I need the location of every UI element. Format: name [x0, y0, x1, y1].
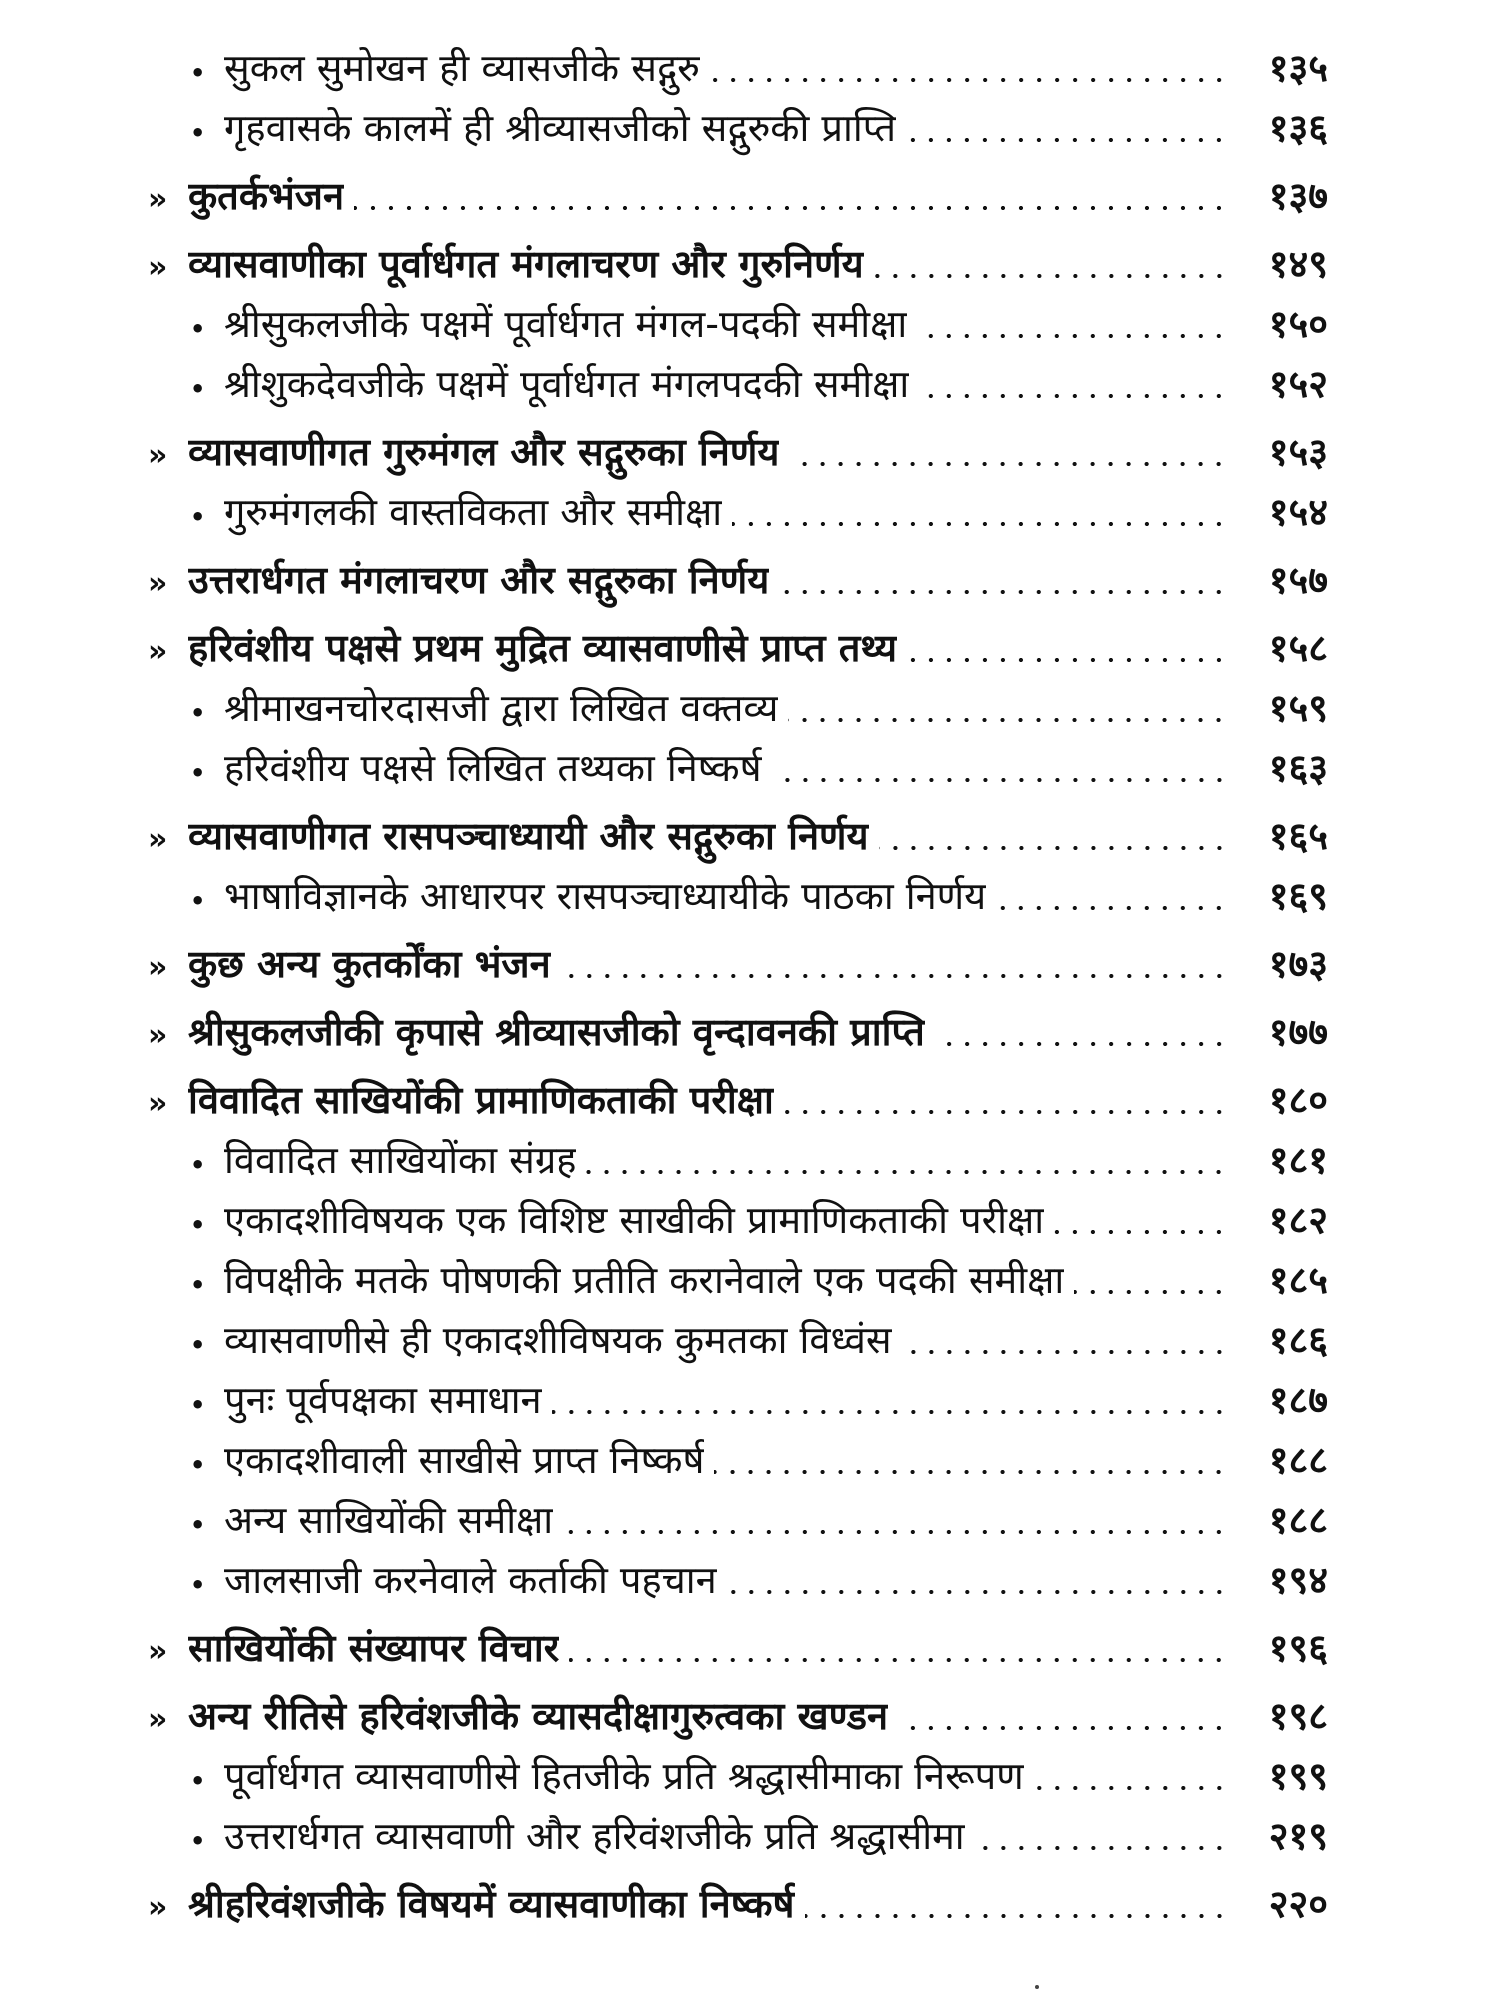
bullet-icon: •: [190, 1451, 206, 1479]
dot-leader: [1074, 1290, 1228, 1294]
toc-page-number: १५७: [1268, 558, 1328, 602]
section-marker-icon: »: [148, 1702, 168, 1737]
page-speck: [1035, 1985, 1039, 1989]
toc-page-number: १५४: [1268, 490, 1328, 534]
section-marker-icon: »: [148, 438, 168, 473]
dot-leader: [907, 658, 1228, 662]
bullet-icon: •: [190, 1151, 206, 1179]
section-marker-icon: »: [148, 950, 168, 985]
toc-page-number: १९८: [1268, 1694, 1328, 1738]
toc-entry-title: एकादशीविषयक एक विशिष्ट साखीकी प्रामाणिकताकी परीक्षा: [224, 1198, 1045, 1242]
toc-page-number: १६३: [1268, 746, 1328, 790]
toc-subsection-entry: [148, 482, 1328, 542]
dot-leader: [874, 274, 1228, 278]
dot-leader: [975, 1846, 1228, 1850]
toc-entry-title: व्यासवाणीसे ही एकादशीविषयक कुमतका विध्वंस: [224, 1318, 892, 1362]
toc-entry-title: कुछ अन्य कुतर्कोंका भंजन: [188, 942, 551, 986]
dot-leader: [561, 974, 1228, 978]
dot-leader: [727, 1590, 1228, 1594]
toc-entry-title: विवादित साखियोंका संग्रह: [224, 1138, 577, 1182]
dot-leader: [569, 1658, 1228, 1662]
toc-section-entry: [148, 934, 1328, 994]
toc-entry-title: हरिवंशीय पक्षसे प्रथम मुद्रित व्यासवाणीसे प्राप्त तथ्य: [188, 626, 898, 670]
toc-entry-title: श्रीहरिवंशजीके विषयमें व्यासवाणीका निष्कर्ष: [188, 1882, 795, 1926]
toc-section-entry: [148, 1070, 1328, 1130]
toc-subsection-entry: [148, 1550, 1328, 1610]
toc-entry-title: विवादित साखियोंकी प्रामाणिकताकी परीक्षा: [188, 1078, 774, 1122]
dot-leader: [917, 334, 1228, 338]
toc-subsection-entry: [148, 1310, 1328, 1370]
toc-page-number: १३५: [1268, 46, 1328, 90]
bullet-icon: •: [190, 887, 206, 915]
toc-page-number: १६९: [1268, 874, 1328, 918]
dot-leader: [879, 846, 1228, 850]
table-of-contents: [148, 38, 1328, 1934]
dot-leader: [1034, 1786, 1228, 1790]
toc-entry-title: गृहवासके कालमें ही श्रीव्यासजीको सद्गुरुकी प्राप्ति: [224, 106, 897, 150]
toc-entry-title: साखियोंकी संख्यापर विचार: [188, 1626, 560, 1670]
toc-section-entry: [148, 1686, 1328, 1746]
toc-subsection-entry: [148, 98, 1328, 158]
toc-entry-title: उत्तरार्धगत व्यासवाणी और हरिवंशजीके प्रति श्रद्धासीमा: [224, 1814, 965, 1858]
dot-leader: [902, 1350, 1228, 1354]
toc-page-number: २२०: [1268, 1882, 1328, 1926]
toc-page-number: २१९: [1268, 1814, 1328, 1858]
bullet-icon: •: [190, 1767, 206, 1795]
dot-leader: [805, 1914, 1229, 1918]
section-marker-icon: »: [148, 1018, 168, 1053]
dot-leader: [906, 138, 1228, 142]
bullet-icon: •: [190, 1391, 206, 1419]
bullet-icon: •: [190, 375, 206, 403]
toc-subsection-entry: [148, 1806, 1328, 1866]
section-marker-icon: »: [148, 1086, 168, 1121]
toc-subsection-entry: [148, 1130, 1328, 1190]
toc-entry-title: एकादशीवाली साखीसे प्राप्त निष्कर्ष: [224, 1438, 705, 1482]
bullet-icon: •: [190, 315, 206, 343]
section-marker-icon: »: [148, 634, 168, 669]
toc-subsection-entry: [148, 866, 1328, 926]
toc-subsection-entry: [148, 38, 1328, 98]
section-marker-icon: »: [148, 566, 168, 601]
dot-leader: [714, 1470, 1228, 1474]
toc-subsection-entry: [148, 1190, 1328, 1250]
toc-entry-title: व्यासवाणीगत गुरुमंगल और सद्गुरुका निर्णय: [188, 430, 780, 474]
toc-entry-title: व्यासवाणीका पूर्वार्धगत मंगलाचरण और गुरुनिर्णय: [188, 242, 864, 286]
toc-section-entry: [148, 234, 1328, 294]
section-marker-icon: »: [148, 250, 168, 285]
toc-section-entry: [148, 166, 1328, 226]
toc-subsection-entry: [148, 1430, 1328, 1490]
toc-page-number: १८८: [1268, 1498, 1328, 1542]
toc-page-number: १५८: [1268, 626, 1328, 670]
dot-leader: [784, 1110, 1228, 1114]
dot-leader: [552, 1410, 1228, 1414]
dot-leader: [354, 206, 1228, 210]
toc-page-number: १५०: [1268, 302, 1328, 346]
toc-section-entry: [148, 1618, 1328, 1678]
toc-section-entry: [148, 1002, 1328, 1062]
toc-page-number: १८८: [1268, 1438, 1328, 1482]
toc-subsection-entry: [148, 738, 1328, 798]
bullet-icon: •: [190, 59, 206, 87]
toc-page-number: १९४: [1268, 1558, 1328, 1602]
dot-leader: [789, 462, 1228, 466]
toc-subsection-entry: [148, 1370, 1328, 1430]
toc-entry-title: श्रीसुकलजीके पक्षमें पूर्वार्धगत मंगल-पदकी समीक्षा: [224, 302, 908, 346]
toc-page-number: १९९: [1268, 1754, 1328, 1798]
toc-entry-title: भाषाविज्ञानके आधारपर रासपञ्चाध्यायीके पाठका निर्णय: [224, 874, 987, 918]
toc-section-entry: [148, 806, 1328, 866]
toc-page-number: १३६: [1268, 106, 1328, 150]
dot-leader: [935, 1042, 1228, 1046]
dot-leader: [1054, 1230, 1228, 1234]
dot-leader: [732, 522, 1228, 526]
toc-page-number: १५३: [1268, 430, 1328, 474]
dot-leader: [586, 1170, 1228, 1174]
toc-page-number: १८७: [1268, 1378, 1328, 1422]
toc-section-entry: [148, 550, 1328, 610]
toc-entry-title: अन्य रीतिसे हरिवंशजीके व्यासदीक्षागुरुत्वका खण्डन: [188, 1694, 889, 1738]
dot-leader: [919, 394, 1228, 398]
toc-section-entry: [148, 618, 1328, 678]
toc-entry-title: व्यासवाणीगत रासपञ्चाध्यायी और सद्गुरुका निर्णय: [188, 814, 869, 858]
toc-page-number: १७७: [1268, 1010, 1328, 1054]
bullet-icon: •: [190, 1211, 206, 1239]
toc-subsection-entry: [148, 354, 1328, 414]
bullet-icon: •: [190, 1271, 206, 1299]
section-marker-icon: »: [148, 822, 168, 857]
toc-entry-title: श्रीमाखनचोरदासजी द्वारा लिखित वक्तव्य: [224, 686, 779, 730]
toc-page-number: १५२: [1268, 362, 1328, 406]
dot-leader: [710, 78, 1228, 82]
toc-page-number: १८०: [1268, 1078, 1328, 1122]
toc-entry-title: कुतर्कभंजन: [188, 174, 345, 218]
bullet-icon: •: [190, 759, 206, 787]
bullet-icon: •: [190, 699, 206, 727]
bullet-icon: •: [190, 503, 206, 531]
toc-page-number: १५९: [1268, 686, 1328, 730]
toc-entry-title: अन्य साखियोंकी समीक्षा: [224, 1498, 554, 1542]
dot-leader: [772, 778, 1228, 782]
toc-entry-title: सुकल सुमोखन ही व्यासजीके सद्गुरु: [224, 46, 700, 90]
section-marker-icon: »: [148, 1634, 168, 1669]
dot-leader: [996, 906, 1228, 910]
toc-subsection-entry: [148, 678, 1328, 738]
toc-entry-title: पुनः पूर्वपक्षका समाधान: [224, 1378, 542, 1422]
dot-leader: [898, 1726, 1228, 1730]
toc-entry-title: श्रीसुकलजीकी कृपासे श्रीव्यासजीको वृन्दावनकी प्राप्ति: [188, 1010, 925, 1054]
toc-page-number: १७३: [1268, 942, 1328, 986]
bullet-icon: •: [190, 119, 206, 147]
toc-subsection-entry: [148, 1490, 1328, 1550]
toc-entry-title: विपक्षीके मतके पोषणकी प्रतीति करानेवाले एक पदकी समीक्षा: [224, 1258, 1065, 1302]
dot-leader: [788, 718, 1228, 722]
section-marker-icon: »: [148, 1890, 168, 1925]
toc-page-number: १६५: [1268, 814, 1328, 858]
toc-page-number: १९६: [1268, 1626, 1328, 1670]
toc-subsection-entry: [148, 1746, 1328, 1806]
bullet-icon: •: [190, 1331, 206, 1359]
toc-page-number: १८५: [1268, 1258, 1328, 1302]
toc-entry-title: पूर्वार्धगत व्यासवाणीसे हितजीके प्रति श्रद्धासीमाका निरूपण: [224, 1754, 1024, 1798]
toc-entry-title: हरिवंशीय पक्षसे लिखित तथ्यका निष्कर्ष: [224, 746, 762, 790]
toc-section-entry: [148, 422, 1328, 482]
toc-page-number: १८१: [1268, 1138, 1328, 1182]
toc-entry-title: श्रीशुकदेवजीके पक्षमें पूर्वार्धगत मंगलपदकी समीक्षा: [224, 362, 910, 406]
toc-entry-title: जालसाजी करनेवाले कर्ताकी पहचान: [224, 1558, 717, 1602]
bullet-icon: •: [190, 1511, 206, 1539]
toc-subsection-entry: [148, 1250, 1328, 1310]
dot-leader: [563, 1530, 1228, 1534]
toc-subsection-entry: [148, 294, 1328, 354]
toc-page-number: १८६: [1268, 1318, 1328, 1362]
toc-page-number: १८२: [1268, 1198, 1328, 1242]
bullet-icon: •: [190, 1571, 206, 1599]
toc-entry-title: गुरुमंगलकी वास्तविकता और समीक्षा: [224, 490, 723, 534]
dot-leader: [779, 590, 1228, 594]
toc-page-number: १३७: [1268, 174, 1328, 218]
toc-page-number: १४९: [1268, 242, 1328, 286]
bullet-icon: •: [190, 1827, 206, 1855]
section-marker-icon: »: [148, 182, 168, 217]
toc-section-entry: [148, 1874, 1328, 1934]
toc-entry-title: उत्तरार्धगत मंगलाचरण और सद्गुरुका निर्णय: [188, 558, 770, 602]
